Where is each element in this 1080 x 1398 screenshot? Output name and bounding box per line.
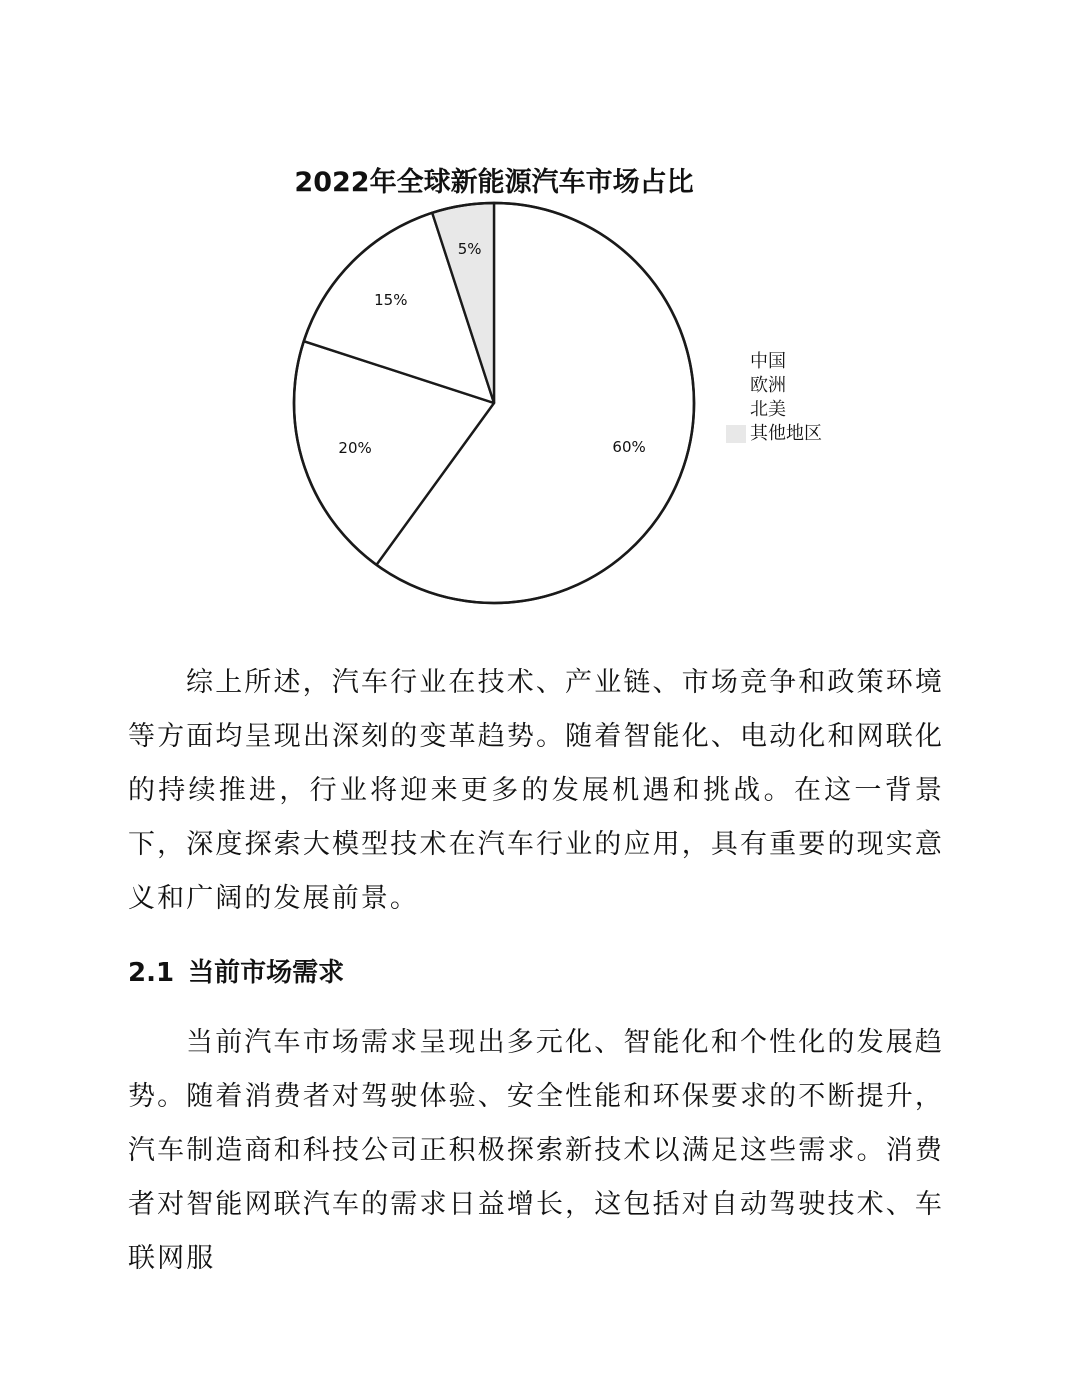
legend-label-3: 其他地区 bbox=[750, 423, 822, 444]
legend-swatch-3 bbox=[726, 425, 746, 443]
legend-swatch-2 bbox=[726, 401, 746, 419]
pie-data-label-1: 20% bbox=[338, 439, 372, 458]
pie-chart-figure bbox=[0, 0, 1080, 640]
legend-label-1: 欧洲 bbox=[750, 375, 786, 396]
legend-label-0: 中国 bbox=[750, 351, 786, 372]
pie-chart bbox=[0, 0, 1080, 640]
paragraph-market-demand-text: 当前汽车市场需求呈现出多元化、智能化和个性化的发展趋势。随着消费者对驾驶体验、安全性能和环保要求的不断提升，汽车制造商和科技公司正积极探索新技术以满足这些需求。消费者对智能网联汽车的需求日益增长，这包括对自动驾驶技术、车联网服 bbox=[128, 1027, 944, 1274]
section-title: 当前市场需求 bbox=[188, 958, 345, 988]
paragraph-summary-text: 综上所述，汽车行业在技术、产业链、市场竞争和政策环境等方面均呈现出深刻的变革趋势。随着智能化、电动化和网联化的持续推进，行业将迎来更多的发展机遇和挑战。在这一背景下，深度探索大模型技术在汽车行业的应用，具有重要的现实意义和广阔的发展前景。 bbox=[128, 667, 944, 914]
paragraph-market-demand bbox=[128, 1016, 944, 1286]
legend-item-2 bbox=[726, 398, 822, 422]
pie-data-label-0: 60% bbox=[612, 437, 646, 456]
legend-label-2: 北美 bbox=[750, 399, 786, 420]
legend-item-3 bbox=[726, 422, 822, 446]
section-heading bbox=[128, 952, 344, 989]
legend-item-1 bbox=[726, 374, 822, 398]
chart-title: 2022年全球新能源汽车市场占比 bbox=[294, 167, 694, 198]
legend-item-0 bbox=[726, 350, 822, 374]
pie-data-label-2: 15% bbox=[374, 290, 408, 309]
section-number: 2.1 bbox=[128, 958, 175, 988]
chart-legend bbox=[726, 350, 822, 446]
legend-swatch-1 bbox=[726, 377, 746, 395]
paragraph-summary bbox=[128, 656, 944, 926]
pie-data-label-3: 5% bbox=[457, 239, 482, 258]
legend-swatch-0 bbox=[726, 353, 746, 371]
